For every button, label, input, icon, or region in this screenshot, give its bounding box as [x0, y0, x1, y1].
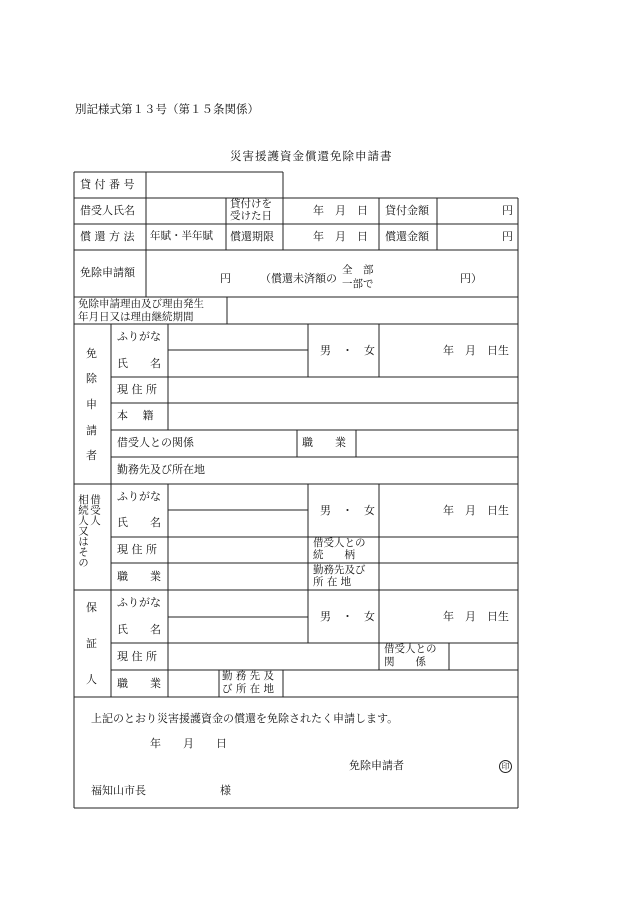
loan-date-label-2: 受けた日 — [230, 210, 272, 222]
applicant-side-4: 請 — [86, 424, 97, 437]
guarantor-workplace-1: 勤 務 先 及 — [222, 670, 275, 682]
loan-amount-yen: 円 — [502, 204, 513, 217]
unpaid-part: 一部で — [342, 278, 374, 290]
applicant-relation: 借受人との関係 — [117, 436, 194, 449]
heir-relation-2: 続 柄 — [313, 549, 355, 561]
seal-mark: 印 — [499, 760, 512, 773]
heir-name: 氏 名 — [117, 516, 161, 529]
applicant-side-1: 免 — [86, 347, 97, 360]
guarantor-address: 現 住 所 — [117, 650, 157, 663]
applicant-domicile: 本 籍 — [117, 409, 154, 422]
guarantor-side-3: 人 — [86, 673, 97, 686]
repayment-method-label: 償 還 方 法 — [80, 230, 135, 243]
heir-furigana: ふりがな — [117, 490, 161, 503]
heir-occupation: 職 業 — [117, 570, 161, 583]
guarantor-relation-2: 関 係 — [384, 656, 426, 668]
heir-sex: 男 ・ 女 — [320, 504, 375, 517]
form-number: 別記様式第１３号（第１５条関係） — [75, 102, 259, 116]
repayment-period-label: 償還期限 — [230, 230, 274, 243]
repaid-amount-label: 償還金額 — [385, 230, 429, 243]
heir-side-col2: 相続人又はその — [77, 494, 89, 568]
application-date: 年 月 日 — [150, 737, 227, 750]
loan-date-ymd: 年 月 日 — [313, 204, 368, 217]
loan-amount-label: 貸付金額 — [385, 204, 429, 217]
unpaid-all: 全 部 — [342, 264, 374, 276]
applicant-side-3: 申 — [86, 398, 97, 411]
applicant-sex: 男 ・ 女 — [320, 344, 375, 357]
form-title: 災害援護資金償還免除申請書 — [230, 149, 393, 163]
borrower-name-label: 借受人氏名 — [80, 204, 135, 217]
heir-birth: 年 月 日生 — [443, 504, 509, 517]
guarantor-side-1: 保 — [86, 601, 97, 614]
footer-applicant-label: 免除申請者 — [349, 759, 404, 772]
loan-number-label: 貸 付 番 号 — [80, 178, 135, 191]
reason-label-1: 免除申請理由及び理由発生 — [78, 298, 204, 310]
heir-side-col1: 借受人 — [89, 494, 101, 526]
heir-relation-1: 借受人との — [313, 537, 366, 549]
guarantor-relation-1: 借受人との — [384, 643, 437, 655]
repaid-amount-yen: 円 — [502, 230, 513, 243]
reason-label-2: 年月日又は理由継続期間 — [78, 311, 194, 323]
applicant-address: 現 住 所 — [117, 383, 157, 396]
heir-address: 現 住 所 — [117, 543, 157, 556]
statement: 上記のとおり災害援護資金の償還を免除されたく申請します。 — [91, 712, 399, 725]
guarantor-sex: 男 ・ 女 — [320, 610, 375, 623]
unpaid-close: 円） — [460, 272, 482, 285]
guarantor-name: 氏 名 — [117, 623, 161, 636]
applicant-name: 氏 名 — [117, 357, 161, 370]
applicant-occupation: 職 業 — [302, 436, 346, 449]
addressee-sama: 様 — [220, 784, 231, 797]
repayment-method-value: 年賦・半年賦 — [150, 230, 213, 242]
applicant-birth: 年 月 日生 — [443, 344, 509, 357]
guarantor-workplace-2: び 所 在 地 — [222, 683, 275, 695]
guarantor-occupation: 職 業 — [117, 677, 161, 690]
applicant-side-2: 除 — [86, 372, 97, 385]
unpaid-prefix: （償還未済額の — [260, 272, 337, 285]
guarantor-birth: 年 月 日生 — [443, 610, 509, 623]
exemption-amount-label: 免除申請額 — [80, 266, 135, 279]
applicant-side-5: 者 — [86, 449, 97, 462]
applicant-workplace: 勤務先及び所在地 — [117, 463, 205, 476]
guarantor-furigana: ふりがな — [117, 596, 161, 609]
addressee: 福知山市長 — [91, 784, 146, 797]
guarantor-side-2: 証 — [86, 637, 97, 650]
applicant-furigana: ふりがな — [117, 330, 161, 343]
heir-workplace-1: 勤務先及び — [313, 564, 366, 576]
repayment-period-ymd: 年 月 日 — [313, 230, 368, 243]
heir-workplace-2: 所 在 地 — [313, 576, 352, 588]
exemption-amount-yen: 円 — [220, 272, 231, 285]
loan-date-label-1: 貸付けを — [230, 198, 272, 210]
